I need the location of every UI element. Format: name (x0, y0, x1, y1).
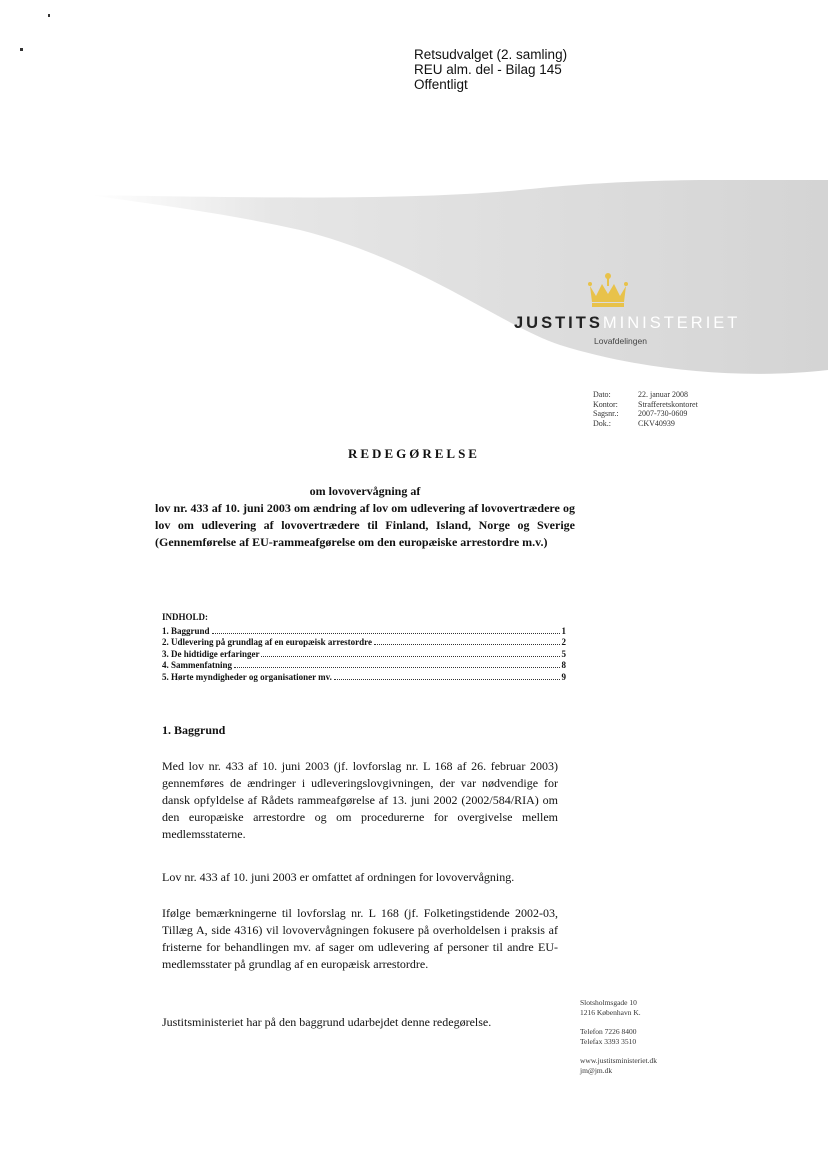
meta-value: 22. januar 2008 (638, 390, 688, 399)
meta-key: Dok.: (593, 418, 611, 428)
toc-label: 3. De hidtidige erfaringer (162, 648, 260, 659)
email-link[interactable]: jm@jm.dk (580, 1065, 613, 1075)
stamp-reference: REU alm. del - Bilag 145 (414, 62, 562, 77)
wordmark-light: MINISTERIET (602, 314, 741, 332)
toc-label: 2. Udlevering på grundlag af en europæisk arrestordre (162, 637, 373, 648)
table-of-contents (162, 611, 566, 683)
meta-row (593, 390, 698, 400)
scan-speck (20, 48, 23, 51)
department-label: Lovafdelingen (594, 336, 647, 346)
toc-heading: INDHOLD: (162, 612, 209, 622)
toc-page: 8 (561, 660, 566, 671)
meta-row (593, 400, 698, 410)
ministry-wordmark (514, 314, 740, 333)
address-street: Slotsholmsgade 10 (580, 998, 637, 1007)
phone-number: Telefon 7226 8400 (580, 1027, 637, 1036)
document-subtitle (155, 483, 575, 551)
meta-key: Kontor: (593, 399, 618, 409)
document-stamp (414, 47, 567, 92)
toc-leader (334, 679, 560, 680)
wordmark-dark: JUSTITS (514, 314, 603, 332)
toc-leader (374, 644, 559, 645)
subtitle-intro: om lovovervågning af (309, 484, 421, 498)
meta-key: Dato: (593, 390, 611, 399)
fax-number: Telefax 3393 3510 (580, 1036, 637, 1046)
toc-leader (212, 633, 560, 634)
toc-label: 1. Baggrund (162, 626, 210, 636)
toc-item[interactable] (162, 626, 566, 637)
stamp-committee: Retsudvalget (2. samling) (414, 47, 568, 62)
document-metadata (593, 390, 698, 428)
stamp-visibility: Offentligt (414, 77, 468, 92)
body-paragraph: Med lov nr. 433 af 10. juni 2003 (jf. lovforslag nr. L 168 af 26. februar 2003) gennemføres de ændringer i udleveringslovgivningen, der var nødvendige for dansk opfyldelse af Rådets rammeafgørelse af 13. juni 2002 (2002/584/RIA) om den europæiske arrestordre og om procedurerne for overgivelse mellem medlemsstaterne. (162, 759, 558, 841)
body-paragraph: Justitsministeriet har på den baggrund udarbejdet denne redegørelse. (162, 1015, 492, 1029)
toc-label: 5. Hørte myndigheder og organisationer mv. (162, 671, 332, 682)
website-link[interactable]: www.justitsministeriet.dk (580, 1056, 658, 1065)
toc-item[interactable] (162, 672, 566, 683)
scan-speck (48, 14, 50, 17)
document-title: REDEGØRELSE (348, 446, 480, 461)
toc-item[interactable] (162, 649, 566, 660)
toc-page: 9 (561, 671, 566, 682)
toc-page: 1 (561, 626, 566, 636)
contact-block (580, 998, 657, 1075)
toc-item[interactable] (162, 660, 566, 671)
crown-icon (584, 270, 632, 310)
meta-value: 2007-730-0609 (638, 409, 688, 418)
toc-leader (261, 656, 559, 657)
body-paragraph: Lov nr. 433 af 10. juni 2003 er omfattet af ordningen for lovovervågning. (162, 870, 515, 884)
section-heading: 1. Baggrund (162, 723, 226, 737)
address-city: 1216 København K. (580, 1007, 641, 1017)
toc-page: 5 (561, 648, 566, 659)
meta-value: Strafferetskontoret (638, 399, 698, 409)
meta-row (593, 419, 698, 429)
subtitle-body: lov nr. 433 af 10. juni 2003 om ændring af lov om udlevering af lovovertrædere og lov om udlevering af lovovertrædere til Finland, Island, Norge og Sverige (Gennemførelse af EU-rammeafgørelse om den europæiske arrestordre m.v.) (155, 501, 575, 549)
toc-item[interactable] (162, 637, 566, 648)
meta-value: CKV40939 (638, 418, 675, 428)
body-paragraph: Ifølge bemærkningerne til lovforslag nr. L 168 (jf. Folketingstidende 2002-03, Tillæg A, side 4316) vil lovovervågningen fokusere på overholdelsen i praksis af fristerne for behandlingen mv. af sager om udlevering af personer til andre EU-medlemsstater på grundlag af en europæisk arrestordre. (162, 906, 558, 971)
meta-row (593, 409, 698, 419)
toc-label: 4. Sammenfatning (162, 660, 233, 671)
header-swoosh (0, 180, 828, 400)
toc-page: 2 (561, 637, 566, 648)
meta-key: Sagsnr.: (593, 409, 619, 418)
toc-leader (234, 667, 559, 668)
